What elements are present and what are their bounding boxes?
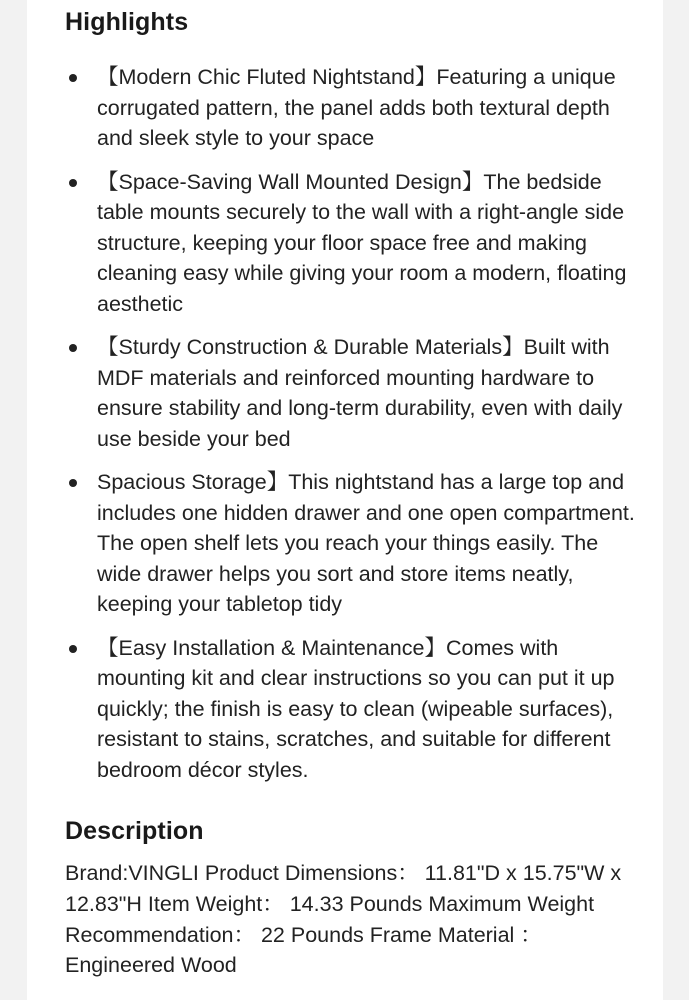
highlight-item bbox=[27, 167, 663, 320]
highlight-item bbox=[27, 633, 663, 786]
highlight-text: 【Modern Chic Fluted Nightstand】Featuring a unique corrugated pattern, the panel adds both textural depth and sleek style to your space bbox=[97, 65, 616, 150]
highlight-text: 【Sturdy Construction & Durable Materials】Built with MDF materials and reinforced mounting hardware to ensure stability and long-term durability, even with daily use beside your bed bbox=[97, 335, 623, 451]
bullet-icon bbox=[69, 479, 77, 487]
highlight-text: 【Easy Installation & Maintenance】Comes with mounting kit and clear instructions so you can put it up quickly; the finish is easy to clean (wipeable surfaces), resistant to stains, scratches, and suitable for different bedroom décor styles. bbox=[97, 635, 615, 782]
bullet-icon bbox=[69, 645, 77, 653]
description-heading: Description bbox=[65, 817, 204, 845]
highlight-item bbox=[27, 332, 663, 454]
bullet-icon bbox=[69, 179, 77, 187]
highlight-text: 【Space-Saving Wall Mounted Design】The bedside table mounts securely to the wall with a right-angle side structure, keeping your floor space free and making cleaning easy while giving your room a modern, floating aesthetic bbox=[97, 169, 627, 316]
bullet-icon bbox=[69, 344, 77, 352]
highlights-list bbox=[27, 62, 663, 798]
highlight-item bbox=[27, 62, 663, 154]
bullet-icon bbox=[69, 74, 77, 82]
highlight-item bbox=[27, 467, 663, 620]
highlights-heading: Highlights bbox=[65, 8, 189, 36]
description-text: Brand:VINGLI Product Dimensions： 11.81"D x 15.75"W x 12.83"H Item Weight： 14.33 Pounds Maximum Weight Recommendation： 22 Pounds Frame Material ： Engineered Wood bbox=[65, 861, 622, 978]
product-info-card bbox=[27, 0, 663, 1000]
highlight-text: Spacious Storage】This nightstand has a large top and includes one hidden drawer and one open compartment. The open shelf lets you reach your things easily. The wide drawer helps you sort and store items neatly, keeping your tabletop tidy bbox=[97, 470, 635, 616]
